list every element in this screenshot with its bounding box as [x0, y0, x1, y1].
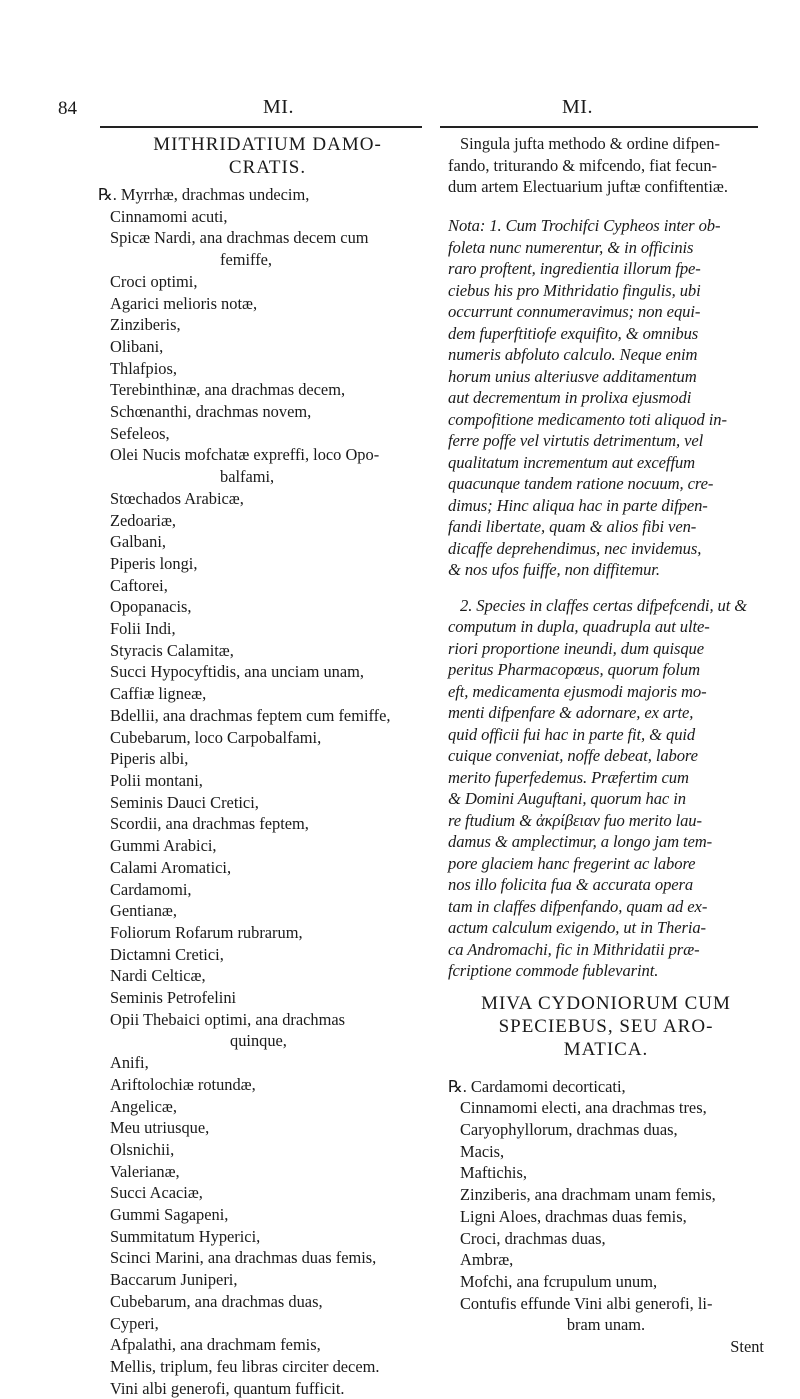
text-line: Maftichis,: [460, 1163, 527, 1183]
ingredient-line: Succi Acaciæ,: [110, 1183, 203, 1203]
text-line: Nota: 1. Cum Trochifci Cypheos inter ob-: [448, 216, 721, 236]
ingredient-line: Anifi,: [110, 1053, 149, 1073]
ingredient-line: Seminis Dauci Cretici,: [110, 792, 259, 812]
ingredient-line: Folii Indi,: [110, 619, 176, 639]
ingredient-line: Sefeleos,: [110, 423, 170, 443]
text-line: ciebus his pro Mithridatio fingulis, ubi: [448, 280, 701, 300]
header-rule-left: [100, 126, 422, 128]
text-line: occurrunt connumeravimus; non equi-: [448, 302, 701, 322]
text-line: dicaffe deprehendimus, nec invidemus,: [448, 538, 702, 558]
ingredient-line: Thlafpios,: [110, 358, 177, 378]
ingredient-line: ℞. Myrrhæ, drachmas undecim,: [98, 185, 310, 204]
text-line: dimus; Hinc aliqua hac in parte difpen-: [448, 495, 708, 515]
ingredient-line: Piperis albi,: [110, 749, 189, 769]
ingredient-line: Piperis longi,: [110, 553, 198, 573]
text-line: pore glaciem hanc fregerint ac labore: [448, 853, 696, 873]
text-line: dum artem Electuarium juftæ confiftentiæ.: [448, 177, 728, 197]
ingredient-line: femiffe,: [220, 250, 273, 270]
header-rule-right: [440, 126, 758, 128]
text-line: qualitatum incrementum aut exceffum: [448, 452, 696, 472]
ingredient-line: Afpalathi, ana drachmam femis,: [110, 1335, 321, 1355]
text-line: Cinnamomi electi, ana drachmas tres,: [460, 1098, 707, 1118]
text-line: actum calculum exigendo, ut in Theria-: [448, 918, 706, 938]
ingredient-line: Styracis Calamitæ,: [110, 640, 234, 660]
ingredient-line: Caftorei,: [110, 575, 168, 595]
ingredient-line: Cinnamomi acuti,: [110, 206, 228, 226]
right-column: [448, 133, 764, 1358]
text-line: & nos ufos fuiffe, non diffitemur.: [448, 560, 660, 580]
ingredient-line: Summitatum Hyperici,: [110, 1226, 261, 1246]
recipe-title-miva: [448, 992, 764, 1061]
ingredient-line: Dictamni Cretici,: [110, 944, 224, 964]
text-line: raro proftent, ingredientia illorum fpe-: [448, 259, 701, 279]
ingredient-line: Caffiæ ligneæ,: [110, 684, 207, 704]
ingredient-line: Gentianæ,: [110, 901, 177, 921]
ingredient-line: Vini albi generofi, quantum fufficit.: [110, 1378, 345, 1398]
ingredient-line: Cubebarum, loco Carpobalfami,: [110, 727, 322, 747]
ingredient-line: Opopanacis,: [110, 597, 192, 617]
left-column: [98, 133, 425, 1399]
ingredient-line: Valerianæ,: [110, 1161, 180, 1181]
text-line: Zinziberis, ana drachmam unam femis,: [460, 1185, 716, 1205]
title-line: MATICA.: [563, 1038, 649, 1060]
text-line: numeris abfoluto calculo. Neque enim: [448, 345, 698, 365]
ingredient-line: Olsnichii,: [110, 1139, 175, 1159]
nota-1-paragraph: [448, 215, 764, 581]
text-line: cuique conveniat, noffe debeat, labore: [448, 746, 698, 766]
ingredient-line: Cubebarum, ana drachmas duas,: [110, 1291, 323, 1311]
text-line: Singula jufta methodo & ordine difpen-: [460, 134, 720, 153]
miva-ingredient-list: [448, 1076, 764, 1336]
text-line: nos illo folicita fua & accurata opera: [448, 875, 694, 895]
nota-2-paragraph: [448, 595, 764, 982]
text-line: menti difpenfare & adornare, ex arte,: [448, 703, 694, 723]
text-line: Contufis effunde Vini albi generofi, li-: [460, 1293, 713, 1313]
ingredient-line: Angelicæ,: [110, 1096, 177, 1116]
ingredient-line: Succi Hypocyftidis, ana unciam unam,: [110, 662, 364, 682]
text-line: horum unius alteriusve additamentum: [448, 366, 697, 386]
ingredient-line: Zinziberis,: [110, 315, 181, 335]
ingredient-line: Zedoariæ,: [110, 510, 176, 530]
title-line: MIVA CYDONIORUM CUM: [481, 992, 731, 1014]
ingredient-line: Spicæ Nardi, ana drachmas decem cum: [110, 228, 369, 248]
ingredient-line: Scordii, ana drachmas feptem,: [110, 814, 309, 834]
text-line: ca Andromachi, fic in Mithridatii præ-: [448, 939, 700, 959]
page-number: 84: [58, 98, 77, 119]
text-line: bram unam.: [566, 1315, 646, 1335]
text-line: dem fuperftitiofe exquifito, & omnibus: [448, 323, 699, 343]
running-head-right: MI.: [562, 96, 593, 118]
ingredient-line: Meu utriusque,: [110, 1118, 210, 1138]
ingredient-line: Gummi Arabici,: [110, 836, 217, 856]
title-line: CRATIS.: [228, 157, 307, 178]
text-line: ferre poffe vel virtutis detrimentum, vel: [448, 431, 704, 451]
ingredient-line: Gummi Sagapeni,: [110, 1205, 229, 1225]
text-line: re ftudium & ἀκρίβειαν fuo merito lau-: [448, 810, 702, 830]
text-line: 2. Species in claffes certas difpefcendi, ut &: [460, 595, 748, 615]
ingredient-line: Schœnanthi, drachmas novem,: [110, 402, 312, 422]
running-head-left: MI.: [263, 96, 294, 118]
text-line: computum in dupla, quadrupla aut ulte-: [448, 617, 710, 637]
text-line: & Domini Auguftani, quorum hac in: [448, 789, 686, 809]
text-line: Ambræ,: [460, 1250, 514, 1270]
ingredient-line: Olei Nucis mofchatæ expreffi, loco Opo-: [110, 445, 380, 465]
text-line: Caryophyllorum, drachmas duas,: [460, 1120, 678, 1140]
ingredient-line: Terebinthinæ, ana drachmas decem,: [110, 380, 346, 400]
method-paragraph: [448, 133, 764, 198]
text-line: aut decrementum in prolixa ejusmodi: [448, 388, 692, 408]
text-line: quacunque tandem ratione nocuum, cre-: [448, 474, 714, 494]
text-line: merito fuperfedemus. Præfertim cum: [448, 767, 689, 787]
text-line: fandi libertate, quam & alios fibi ven-: [448, 517, 697, 537]
ingredient-line: Mellis, triplum, feu libras circiter decem.: [110, 1356, 380, 1376]
ingredient-line: Olibani,: [110, 336, 164, 356]
text-line: Croci, drachmas duas,: [460, 1228, 606, 1248]
text-line: peritus Pharmacopœus, quorum folum: [448, 660, 700, 680]
text-line: fcriptione commode fublevarint.: [448, 961, 659, 981]
text-line: foleta nunc numerentur, & in officinis: [448, 237, 694, 257]
ingredient-line: Nardi Celticæ,: [110, 966, 206, 986]
ingredient-line: Bdellii, ana drachmas feptem cum femiffe,: [110, 705, 391, 725]
ingredient-line: Baccarum Juniperi,: [110, 1270, 238, 1290]
text-line: Ligni Aloes, drachmas duas femis,: [460, 1206, 687, 1226]
text-line: Mofchi, ana fcrupulum unum,: [460, 1271, 658, 1291]
text-line: quid officii fui hac in parte fit, & quid: [448, 724, 696, 744]
ingredient-line: Foliorum Rofarum rubrarum,: [110, 922, 303, 942]
ingredient-line: Calami Aromatici,: [110, 857, 232, 877]
text-line: eft, medicamenta ejusmodi majoris mo-: [448, 681, 707, 701]
ingredient-line: Agarici melioris notæ,: [110, 293, 258, 313]
title-line: MITHRIDATIUM DAMO-: [153, 134, 382, 155]
ingredient-line: Opii Thebaici optimi, ana drachmas: [110, 1009, 346, 1029]
text-line: compofitione medicamento toti aliquod in-: [448, 409, 727, 429]
ingredient-line: Scinci Marini, ana drachmas duas femis,: [110, 1248, 377, 1268]
ingredient-line: Polii montani,: [110, 770, 203, 790]
ingredient-line: Cyperi,: [110, 1313, 159, 1333]
ingredient-line: quinque,: [230, 1031, 287, 1051]
ingredient-line: Cardamomi,: [110, 879, 192, 899]
text-line: ℞. Cardamomi decorticati,: [448, 1076, 626, 1096]
catchword: Stent: [730, 1337, 764, 1357]
text-line: tam in claffes difpenfando, quam ad ex-: [448, 896, 708, 916]
recipe-title-mithridatium: [110, 133, 425, 179]
ingredient-line: Seminis Petrofelini: [110, 988, 237, 1008]
text-line: fando, triturando & mifcendo, fiat fecun-: [448, 155, 717, 175]
ingredient-line: Ariftolochiæ rotundæ,: [110, 1074, 256, 1094]
ingredient-line: balfami,: [220, 467, 275, 487]
text-line: riori proportione ineundi, dum quisque: [448, 638, 705, 658]
text-line: damus & amplectimur, a longo jam tem-: [448, 832, 713, 852]
ingredient-line: Galbani,: [110, 532, 166, 552]
ingredient-line: Croci optimi,: [110, 271, 198, 291]
text-line: Macis,: [460, 1141, 505, 1161]
ingredient-list: [98, 184, 425, 1399]
ingredient-line: Stœchados Arabicæ,: [110, 488, 244, 508]
title-line: SPECIEBUS, SEU ARO-: [498, 1015, 714, 1037]
